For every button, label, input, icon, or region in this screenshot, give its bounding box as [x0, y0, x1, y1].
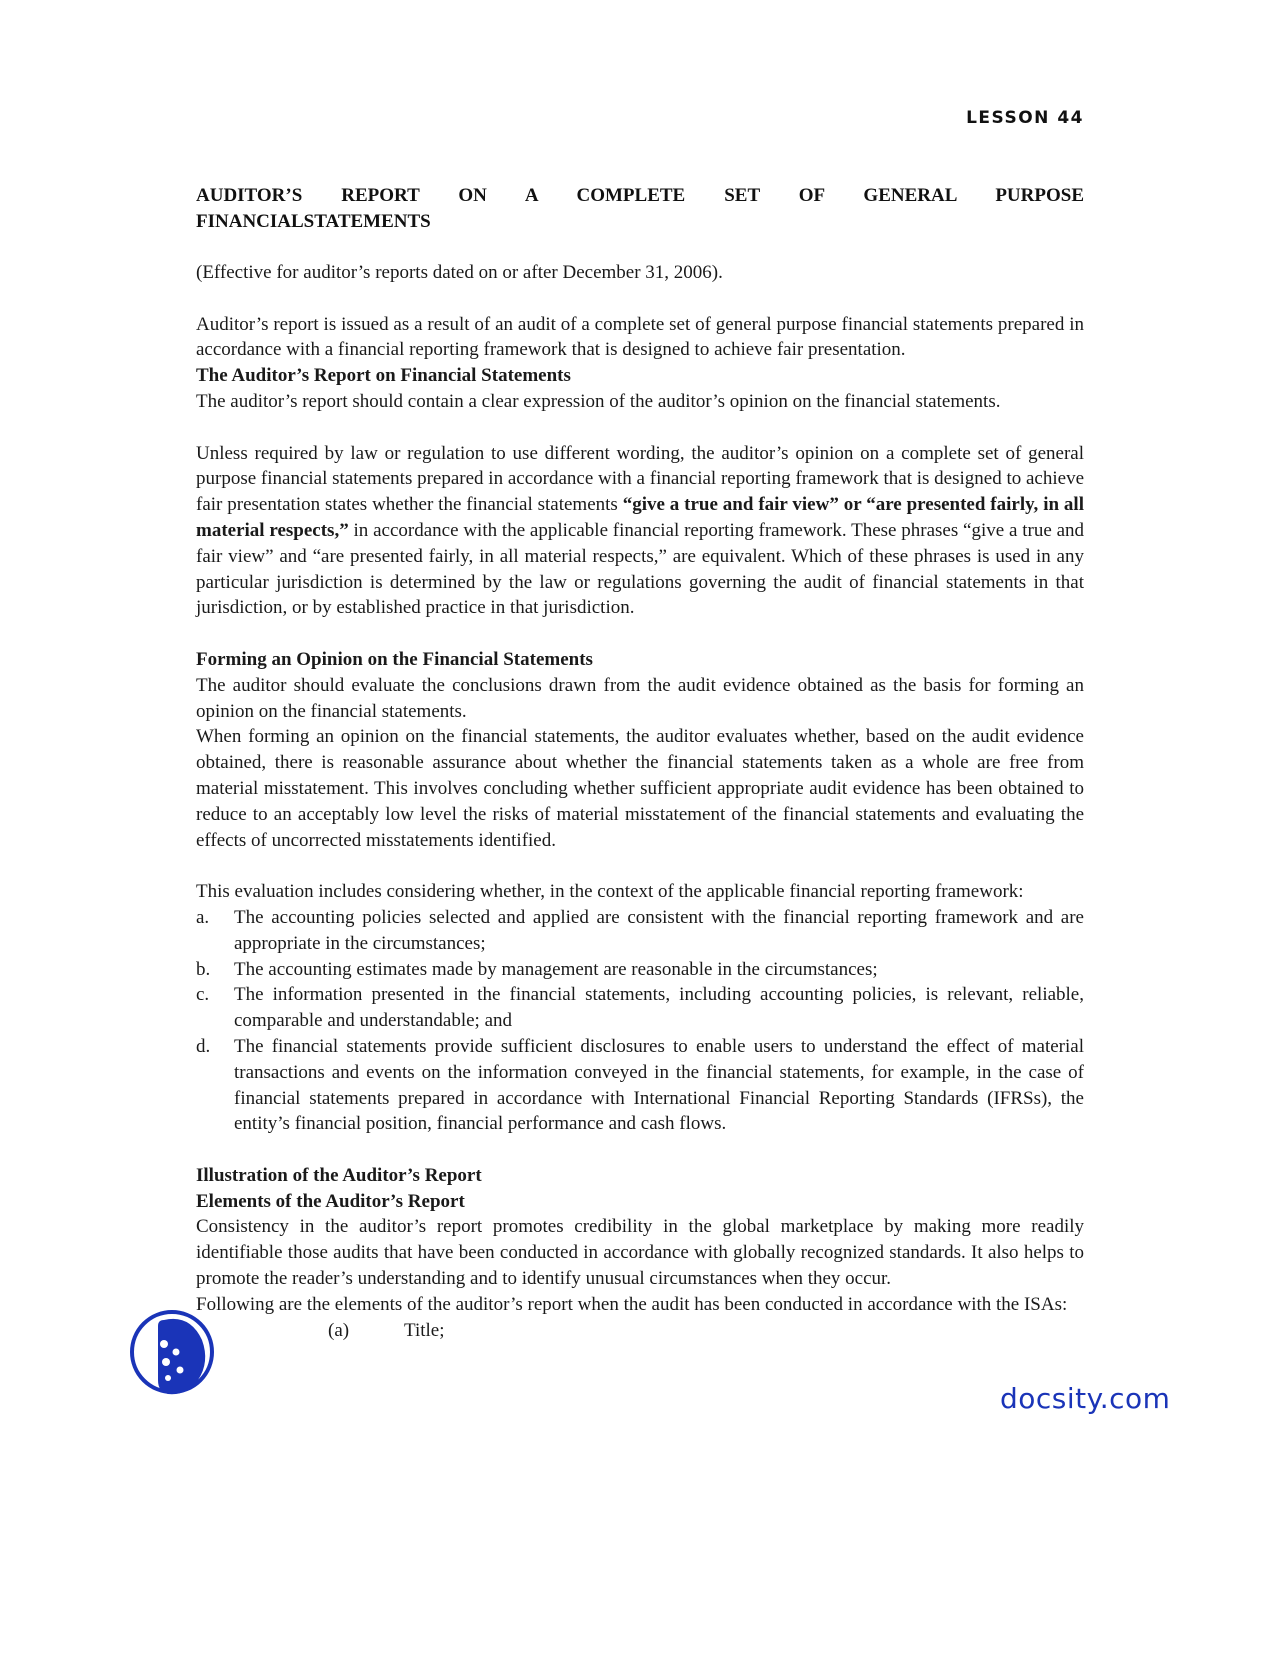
section-heading-report: The Auditor’s Report on Financial Statements: [196, 365, 571, 387]
list-item: a. The accounting policies selected and applied are consistent with the financial reporting framework and are appropriate in the circumstances;: [196, 906, 1084, 954]
list-item: d. The financial statements provide sufficient disclosures to enable users to understand the effect of material transactions and events on the information conveyed in the financial statements, for example, in the case of financial statements prepared in accordance with International Financial Reporting Standards (IFRSs), the entity’s financial position, financial performance and cash flows.: [196, 1035, 1084, 1135]
report-paragraph-1: The auditor’s report should contain a clear expression of the auditor’s opinion on the financial statements.: [196, 390, 1001, 412]
document-title: [196, 183, 1084, 235]
opinion-paragraph-2: When forming an opinion on the financial statements, the auditor evaluates whether, based on the audit evidence obtained, there is reasonable assurance about whether the financial statements taken as a whole are free from material misstatement. This involves concluding whether sufficient appropriate audit evidence has been obtained to reduce to an acceptably low level the risks of material misstatement of the financial statements and evaluating the effects of uncorrected misstatements identified.: [196, 726, 1084, 851]
document-body: [196, 260, 1084, 1343]
lesson-header: LESSON 44: [966, 108, 1084, 128]
report-paragraph-2-b: in accordance with the applicable financial reporting framework. These phrases “give a true and fair view” and “are presented fairly, in all material respects,” are equivalent. Which of these phrases is used in any particular jurisdiction is determined by the law or regulations governing the audit of financial statements in that jurisdiction, or by established practice in that jurisdiction.: [196, 519, 1085, 619]
list-item: b. The accounting estimates made by management are reasonable in the circumstances;: [196, 958, 878, 980]
title-line-1: AUDITOR’S REPORT ON A COMPLETE SET OF GENERAL PURPOSE: [196, 185, 1084, 206]
list-item: c. The information presented in the financial statements, including accounting policies, is relevant, reliable, comparable and understandable; and: [196, 984, 1084, 1032]
title-line-2: FINANCIALSTATEMENTS: [196, 211, 431, 232]
opinion-paragraph-3: This evaluation includes considering whether, in the context of the applicable financial reporting framework:: [196, 881, 1024, 903]
elements-paragraph-1: Consistency in the auditor’s report promotes credibility in the global marketplace by making more readily identifiable those audits that have been conducted in accordance with globally recognized standards. It also helps to promote the reader’s understanding and to identify unusual circumstances when they occur.: [196, 1216, 1084, 1290]
effective-note: (Effective for auditor’s reports dated on or after December 31, 2006).: [196, 262, 723, 283]
section-heading-illustration: Illustration of the Auditor’s Report: [196, 1164, 482, 1186]
report-paragraph-2: [196, 441, 1084, 622]
docsity-watermark-text: docsity.com: [1000, 1382, 1171, 1415]
opinion-paragraph-1: The auditor should evaluate the conclusions drawn from the audit evidence obtained as the basis for forming an opinion on the financial statements.: [196, 674, 1084, 722]
evaluation-list: [196, 905, 1084, 1137]
report-paragraph-2-bold: “give a true and fair view” or “are presented fairly, in all material respects,”: [196, 494, 1084, 541]
section-heading-opinion: Forming an Opinion on the Financial Statements: [196, 648, 593, 670]
elements-paragraph-2: Following are the elements of the auditor’s report when the audit has been conducted in accordance with the ISAs:: [196, 1293, 1068, 1315]
intro-paragraph: Auditor’s report is issued as a result of an audit of a complete set of general purpose financial statements prepared in accordance with a financial reporting framework that is designed to achieve fair presentation.: [196, 313, 1084, 361]
section-heading-elements: Elements of the Auditor’s Report: [196, 1190, 465, 1212]
docsity-logo-icon: [128, 1300, 214, 1404]
element-item: (a) Title;: [328, 1319, 445, 1341]
report-paragraph-2-a: Unless required by law or regulation to use different wording, the auditor’s opinion on a complete set of general purpose financial statements prepared in accordance with a financial reporting framework that is designed to achieve fair presentation states whether the financial statements: [196, 442, 1084, 516]
